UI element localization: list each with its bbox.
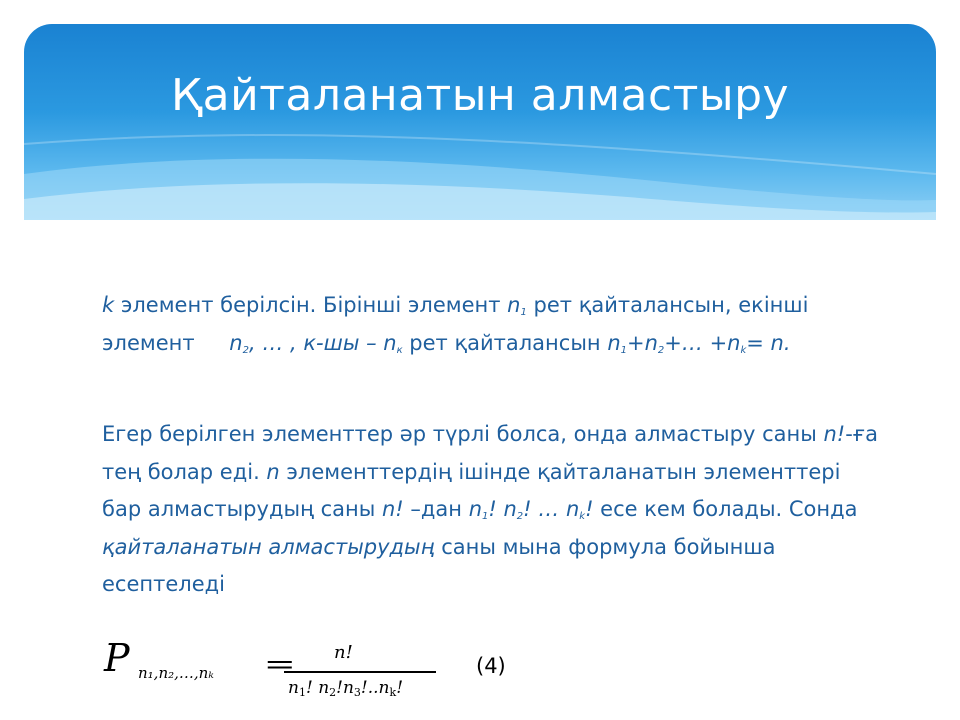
text-segment: -ға тең болар еді. (102, 422, 879, 484)
text-segment: элемент берілсін. Бірінші элемент (114, 293, 508, 317)
italic-term: қайталанатын алмастырудың (102, 534, 435, 559)
permutation-formula (104, 634, 534, 714)
sum-expression: $n_1+n_2+\dots +n_k= n$. (607, 330, 791, 356)
fraction-bar (284, 671, 436, 673)
paragraph-definition (102, 287, 882, 362)
text-segment: рет қайталансын, екінші элемент (102, 293, 809, 355)
formula-equals: == (265, 650, 281, 680)
var-nk: n (383, 330, 397, 355)
formula-denominator: $n_1$! $n_2!n_3!..n_k$! (288, 678, 404, 699)
text-segment: –дан (403, 497, 469, 521)
factorial-product: $n_1$! $n_2$! … $n_k$! (468, 497, 594, 522)
n-factorial: n! (823, 422, 846, 446)
sub-k: к (396, 344, 403, 356)
text-segment: , … , к-шы – (248, 330, 384, 355)
var-n1: n (507, 293, 521, 317)
sub-2: 2 (242, 344, 249, 356)
formula-p-subscript: n₁,n₂,…,nₖ (138, 664, 214, 682)
text-segment: элементтердің ішінде қайталанатын элементтері бар алмастырудың саны (102, 459, 841, 521)
slide-title: Қайталанатын алмастыру (170, 70, 790, 121)
text-segment: саны мына формула бойынша есептеледі (102, 534, 776, 596)
text-segment: рет қайталансын (402, 330, 608, 355)
header-wave-decoration (24, 24, 936, 220)
sub-1: 1 (520, 307, 527, 318)
formula-number-label: (4) (476, 654, 506, 678)
var-n2: n (229, 330, 243, 355)
formula-numerator: n! (334, 642, 353, 663)
var-n: n (266, 459, 280, 484)
formula-p-symbol: P (104, 636, 130, 680)
text-segment: Егер берілген элементтер әр түрлі болса, онда алмастыру саны (102, 422, 824, 446)
paragraph-explanation (102, 416, 882, 604)
var-k: k (102, 293, 115, 317)
header-band (24, 24, 936, 220)
n-factorial: n! (382, 497, 404, 521)
text-segment: есе кем болады. Сонда (593, 497, 858, 521)
